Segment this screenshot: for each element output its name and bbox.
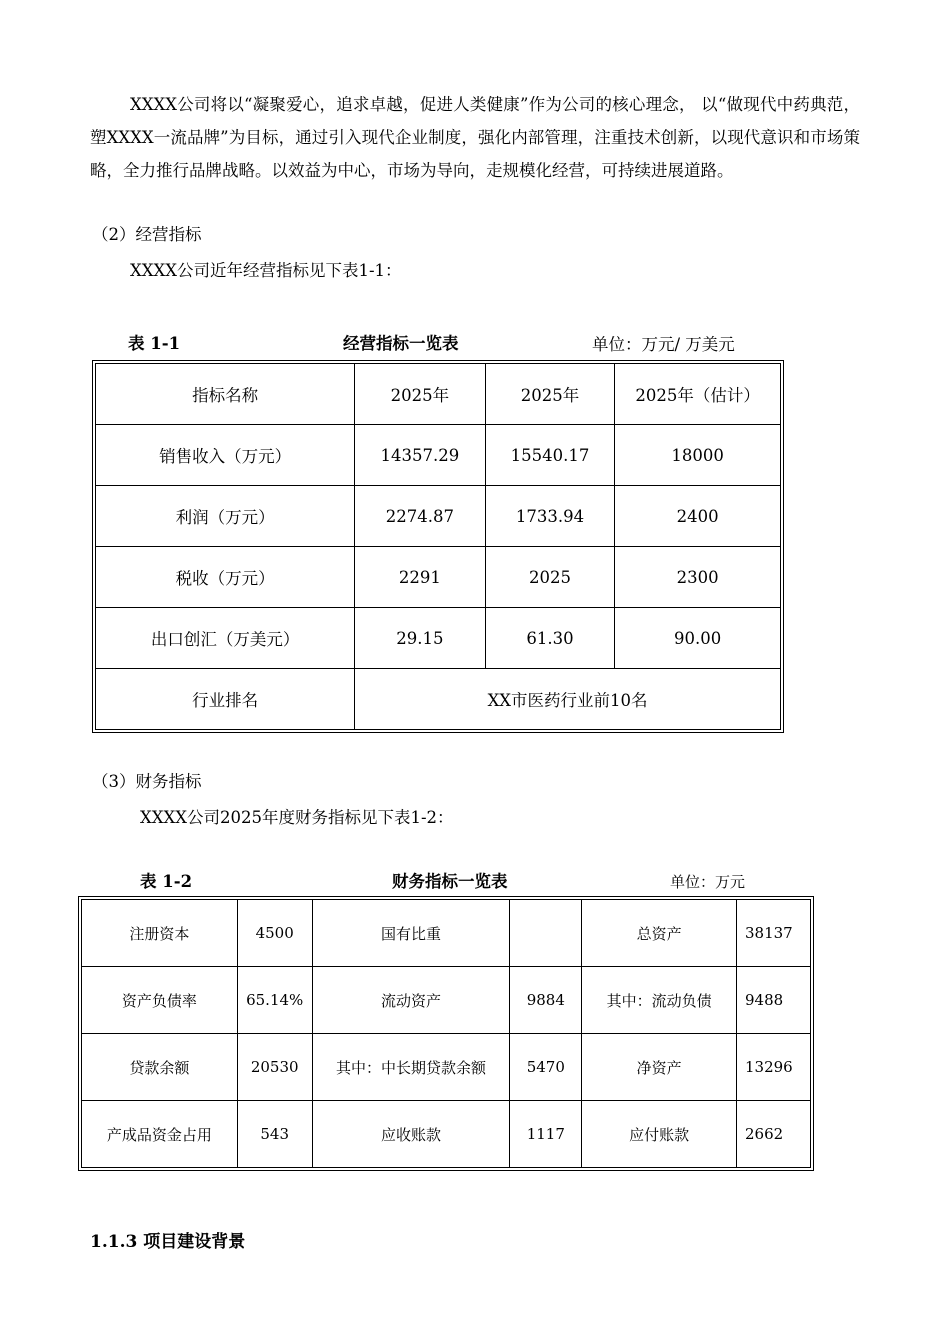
- table-cell: 20530: [237, 1034, 312, 1101]
- table-cell: 543: [237, 1101, 312, 1168]
- table-cell: 61.30: [485, 608, 615, 669]
- table-cell: 2400: [615, 486, 781, 547]
- table-row: [96, 486, 781, 547]
- table-cell: 资产负债率: [82, 967, 238, 1034]
- table-cell: 净资产: [582, 1034, 737, 1101]
- table-cell: 2662: [737, 1101, 811, 1168]
- table-cell: 应付账款: [582, 1101, 737, 1168]
- financial-indicators-table: [81, 899, 811, 1168]
- table-cell: 销售收入（万元）: [96, 425, 355, 486]
- table-cell: 9884: [510, 967, 582, 1034]
- table-cell: 流动资产: [312, 967, 510, 1034]
- table-cell: 2291: [355, 547, 486, 608]
- table-cell: 贷款余额: [82, 1034, 238, 1101]
- table1-unit: 单位：万元/ 万美元: [592, 335, 735, 354]
- operating-indicators-table: [95, 363, 781, 730]
- section3-heading: （3）财务指标: [92, 772, 202, 791]
- table-cell: 其中：流动负债: [582, 967, 737, 1034]
- section3-intro: XXXX公司2025年度财务指标见下表1-2：: [140, 808, 454, 827]
- table-cell: 税收（万元）: [96, 547, 355, 608]
- table-row: [96, 608, 781, 669]
- table-row: [82, 900, 811, 967]
- table2-unit: 单位：万元: [670, 873, 746, 891]
- table-cell: 出口创汇（万美元）: [96, 608, 355, 669]
- table-cell: 产成品资金占用: [82, 1101, 238, 1168]
- section2-heading: （2）经营指标: [92, 225, 202, 244]
- table-cell: 2300: [615, 547, 781, 608]
- table-row: [82, 967, 811, 1034]
- table1-title: 经营指标一览表: [343, 334, 459, 353]
- table-cell: 18000: [615, 425, 781, 486]
- table-cell: 15540.17: [485, 425, 615, 486]
- table-cell: 13296: [737, 1034, 811, 1101]
- rank-label-cell: 行业排名: [96, 669, 355, 730]
- rank-value-cell: XX市医药行业前10名: [355, 669, 781, 730]
- table-row: [96, 425, 781, 486]
- table-row: [96, 547, 781, 608]
- table-cell: 注册资本: [82, 900, 238, 967]
- table-cell: 38137: [737, 900, 811, 967]
- header-cell: 2025年: [355, 364, 486, 425]
- table-cell: 利润（万元）: [96, 486, 355, 547]
- table-cell: 2025: [485, 547, 615, 608]
- table2-title: 财务指标一览表: [392, 872, 508, 891]
- header-cell: 指标名称: [96, 364, 355, 425]
- table-cell: 29.15: [355, 608, 486, 669]
- table-cell: 1117: [510, 1101, 582, 1168]
- table-row: [82, 1034, 811, 1101]
- table2-number: 表 1-2: [140, 872, 193, 891]
- table-cell: 90.00: [615, 608, 781, 669]
- header-cell: 2025年: [485, 364, 615, 425]
- next-section-heading: 1.1.3 项目建设背景: [90, 1232, 246, 1252]
- table-row: [82, 1101, 811, 1168]
- table-cell: 2274.87: [355, 486, 486, 547]
- table-cell: 国有比重: [312, 900, 510, 967]
- intro-paragraph: XXXX公司将以“凝聚爱心，追求卓越，促进人类健康”作为公司的核心理念， 以“做现代中药典范，塑XXXX一流品牌”为目标，通过引入现代企业制度，强化内部管理，注重技术创新，以现代意识和市场策略，全力推行品牌战略。以效益为中心，市场为导向，走规模化经营，可持续进展道路。: [90, 95, 860, 180]
- table1-number: 表 1-1: [128, 334, 181, 353]
- table-cell: [510, 900, 582, 967]
- table-row: [96, 669, 781, 730]
- table-cell: 65.14%: [237, 967, 312, 1034]
- table-header-row: [96, 364, 781, 425]
- table-cell: 5470: [510, 1034, 582, 1101]
- table-cell: 1733.94: [485, 486, 615, 547]
- table-cell: 其中：中长期贷款余额: [312, 1034, 510, 1101]
- table-cell: 14357.29: [355, 425, 486, 486]
- table-cell: 9488: [737, 967, 811, 1034]
- table-cell: 应收账款: [312, 1101, 510, 1168]
- table-cell: 总资产: [582, 900, 737, 967]
- table-cell: 4500: [237, 900, 312, 967]
- section2-intro: XXXX公司近年经营指标见下表1-1：: [130, 261, 402, 280]
- header-cell: 2025年（估计）: [615, 364, 781, 425]
